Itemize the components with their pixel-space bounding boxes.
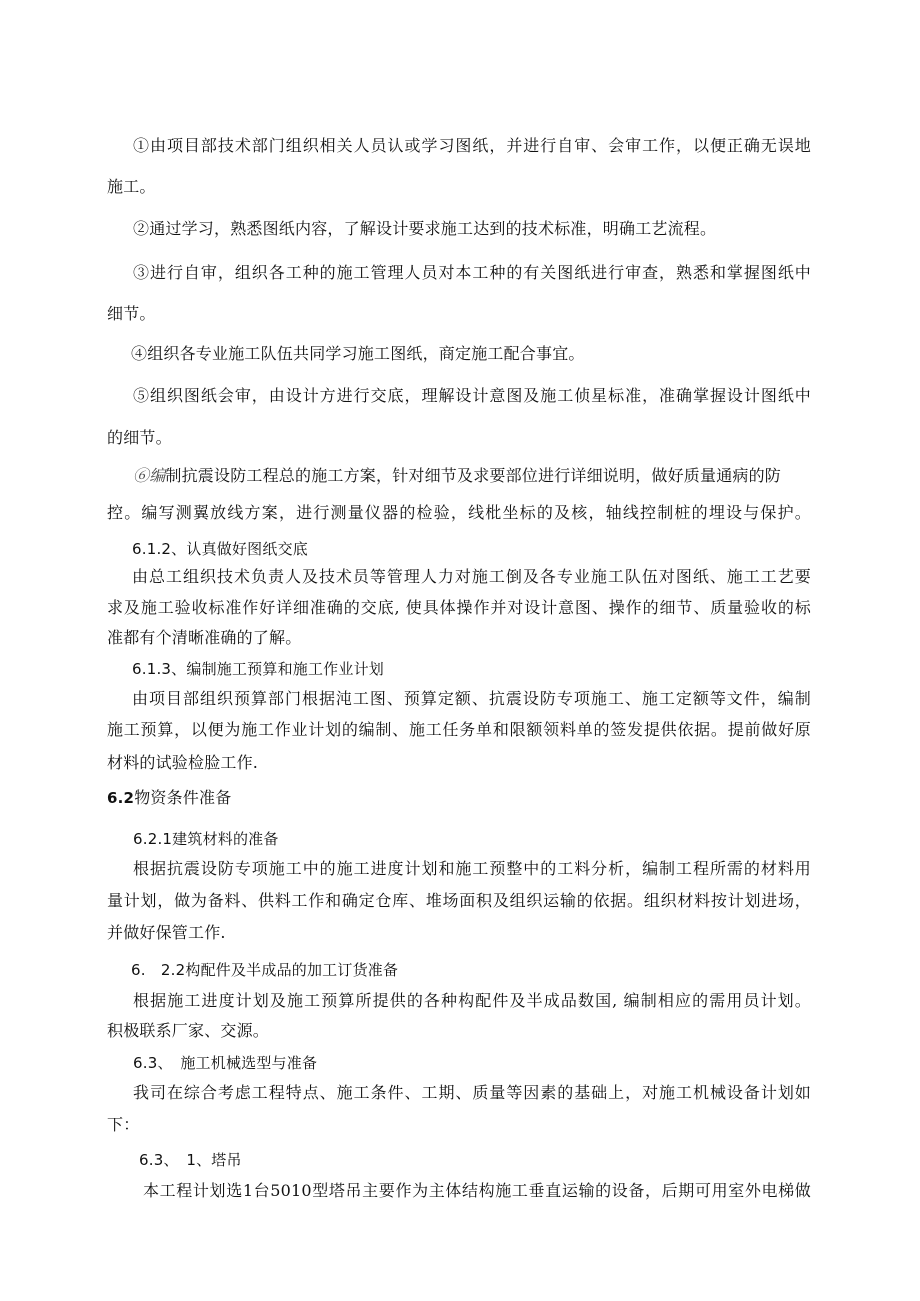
paragraph-line: ③进行自审，组织各工种的施工管理人员对本工种的有关图纸进行审查，熟悉和掌握图纸中 [133, 263, 811, 282]
paragraph-line [133, 466, 811, 486]
paragraph-line: 施工预算，以便为施工作业计划的编制、施工任务单和限额领料单的签发提供依据。提前做好原 [107, 720, 811, 739]
section-heading-6-3: 6.3、 施工机械选型与准备 [133, 1054, 318, 1072]
section-heading-6-2-2: 6. 2.2构配件及半成品的加工订货准备 [131, 961, 399, 979]
section-heading-6-1-3: 6.1.3、编制施工预算和施工作业计划 [132, 660, 384, 678]
paragraph-line: 细节。 [107, 304, 156, 323]
paragraph-line: 的细节。 [107, 428, 172, 447]
section-heading-6-1-2: 6.1.2、认真做好图纸交底 [132, 540, 308, 558]
paragraph-line: 我司在综合考虑工程特点、施工条件、工期、质量等因素的基础上，对施工机械设备计划如 [133, 1083, 811, 1102]
section-number: 6.2 [107, 789, 135, 807]
paragraph-line: ②通过学习，熟悉图纸内容，了解设计要求施工达到的技术标准，明确工艺流程。 [133, 219, 717, 238]
paragraph-line: 施工。 [107, 177, 156, 196]
paragraph-line: 下： [107, 1115, 140, 1134]
italic-fragment: ⑥编 [133, 466, 166, 485]
section-heading-6-2-1: 6.2.1建筑材料的准备 [133, 830, 279, 848]
line-text: 制抗震设防工程总的施工方案，针对细节及求要部位进行详细说明，做好质量通病的防 [165, 466, 782, 485]
paragraph-line: 积极联系厂家、交源。 [107, 1021, 270, 1040]
paragraph-line: 本工程计划选1台5010型塔吊主要作为主体结构施工垂直运输的设备，后期可用室外电梯做 [143, 1181, 811, 1200]
section-heading-6-2 [107, 788, 231, 808]
paragraph-line: ④组织各专业施工队伍共同学习施工图纸，商定施工配合事宜。 [131, 344, 585, 363]
paragraph-line: ⑤组织图纸会审，由设计方进行交底，理解设计意图及施工侦星标准，准确掌握设计图纸中 [133, 386, 811, 405]
section-heading-6-3-1: 6.3、 1、塔吊 [139, 1151, 242, 1169]
paragraph-line: 根据抗震设防专项施工中的施工进度计划和施工预整中的工料分析，编制工程所需的材料用 [133, 859, 811, 878]
paragraph-line: 求及施工验收标准作好详细准确的交底, 使具体操作并对设计意图、操作的细节、质量验收的标 [107, 598, 811, 617]
paragraph-line: 材料的试验检脸工作. [107, 753, 259, 772]
paragraph-line: 由项目部组织预算部门根据沌工图、预算定额、抗震设防专项施工、施工定额等文件，编制 [132, 689, 811, 708]
paragraph-line: 量计划，做为备料、供料工作和确定仓库、堆场面积及组织运输的依据。组织材料按计划进场， [107, 891, 811, 910]
paragraph-line: 准都有个清晰准确的了解。 [107, 628, 302, 647]
section-title: 物资条件准备 [134, 788, 232, 807]
paragraph-line: 由总工组织技术负责人及技术员等管理人力对施工倒及各专业施工队伍对图纸、施工工艺要 [132, 567, 811, 586]
paragraph-line: 控。编写测翼放线方案，进行测量仪器的检验，线枇坐标的及核，轴线控制桩的埋设与保护。 [107, 503, 811, 522]
paragraph-line: 并做好保管工作. [107, 923, 226, 942]
paragraph-line: 根据施工进度计划及施工预算所提供的各种构配件及半成品数国, 编制相应的需用员计划。 [133, 991, 811, 1010]
paragraph-line: ①由项目部技术部门组织相关人员认或学习图纸，并进行自审、会审工作，以便正确无误地 [133, 136, 811, 155]
